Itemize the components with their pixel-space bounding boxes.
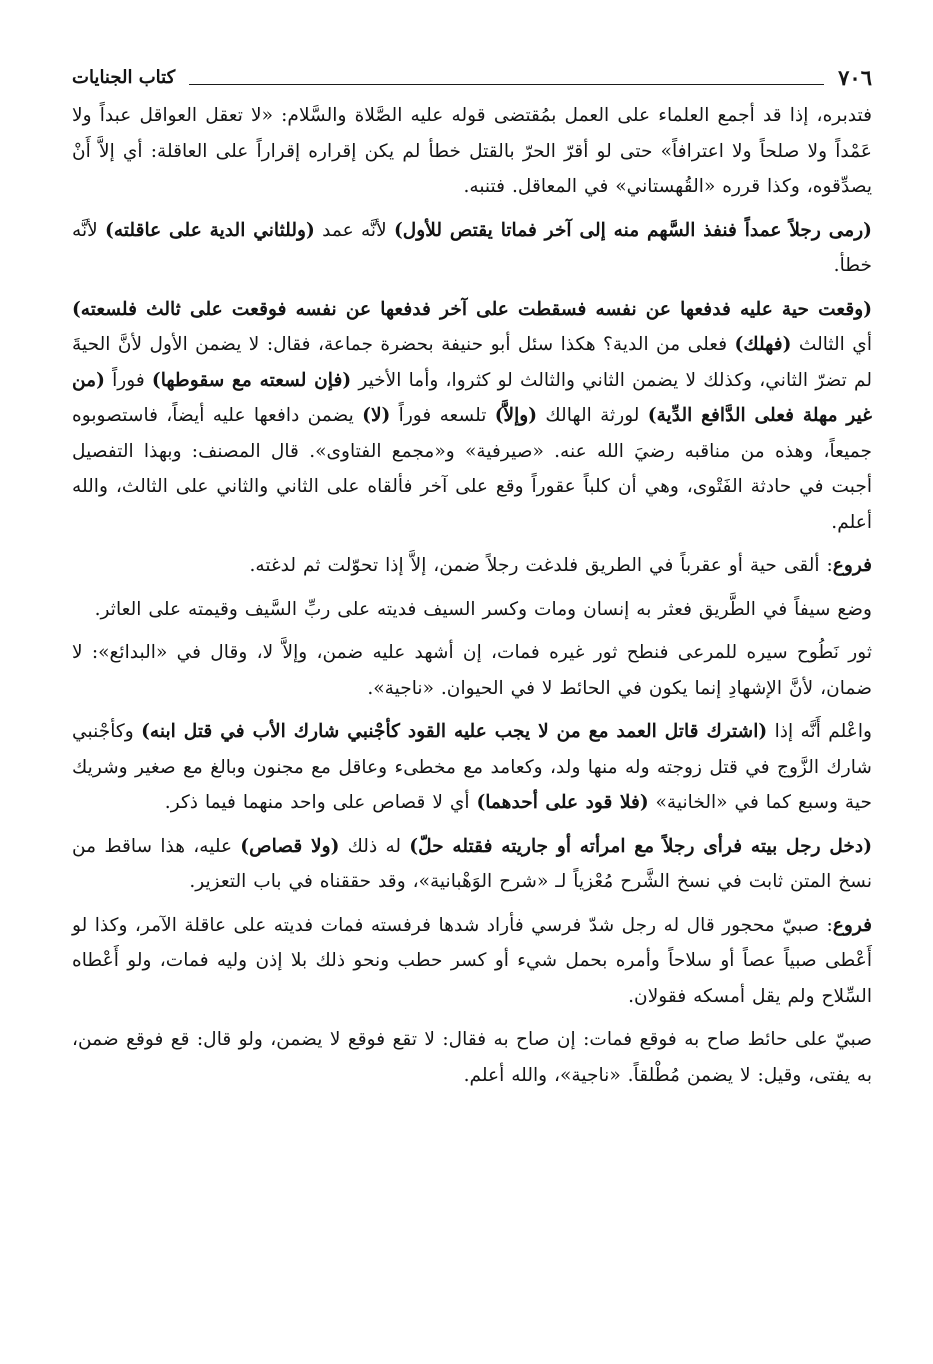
matn-text: (دخل رجل بيته فرأى رجلاً مع امرأته أو جاريته فقتله حلّ) — [409, 835, 872, 857]
matn-text: (فهلك) — [734, 334, 792, 355]
sharh-text: لأنَّه عمد — [314, 219, 394, 241]
header-rule — [189, 84, 824, 85]
sharh-text: لورثة الهالك — [537, 405, 648, 426]
page-body — [72, 98, 872, 1093]
paragraph — [72, 635, 872, 706]
matn-text: (فإن لسعته مع سقوطها) — [151, 369, 352, 391]
sharh-text: وكأجْنبي شارك الزَّوج في قتل زوجته وله منها ولد، وكعامد مع مخطىء وعاقل مع مجنون وبالغ مع صغير وشريك حية وسبع كما في «الخانية» — [72, 721, 872, 813]
matn-text: (وللثاني الدية على عاقلته) — [105, 219, 315, 241]
matn-text: (رمى رجلاً عمداً فنفذ السَّهم منه إلى آخر فماتا يقتص للأول) — [393, 219, 872, 241]
paragraph — [72, 548, 872, 584]
matn-text: (لا) — [362, 405, 391, 426]
sharh-text: يضمن دافعها عليه أيضاً، فاستصوبوه جميعاً، وهذه من مناقبه رضيَ الله عنه. «صيرفية» و«مجمع الفتاوى». قال المصنف: وبهذا التفصيل أجبت في حادثة الفَتْوى، وهي أن كلباً عقوراً وقع على آخر فألقاه على الثاني والثاني على الثالث، والله أعلم. — [72, 405, 872, 533]
sharh-text: : ألقى حية أو عقرباً في الطريق فلدغت رجلاً ضمن، إلاَّ إذا تحوّلت ثم لدغته. — [249, 555, 833, 576]
sharh-text: له ذلك — [339, 835, 410, 857]
paragraph — [72, 292, 872, 541]
matn-text: (ولا قصاص) — [240, 835, 340, 857]
paragraph — [72, 98, 872, 205]
book-page — [72, 52, 872, 1101]
matn-text: (وقعت حية عليه فدفعها عن نفسه فسقطت على آخر فدفعها عن نفسه فوقعت على ثالث فلسعته) — [72, 298, 872, 320]
page-number: ٧٠٦ — [838, 65, 872, 90]
paragraph — [72, 829, 872, 900]
paragraph — [72, 592, 872, 628]
sharh-text: عليه، هذا ساقط من نسخ المتن ثابت في نسخ الشَّرح مُعْزياً لـ «شرح الوَهْبانية»، وقد حققناه في باب التعزير. — [72, 835, 872, 892]
paragraph — [72, 1022, 872, 1093]
matn-text: (وإلاَّ) — [494, 405, 538, 426]
sharh-text: فعلى من الدية؟ هكذا سئل أبو حنيفة بحضرة جماعة، فقال: لا يضمن الأول لأنَّ الحيةَ لم تضرّ الثاني، وكذلك لا يضمن الثاني والثالث لو كثروا، وأما الأخير — [72, 334, 873, 391]
paragraph — [72, 908, 872, 1015]
matn-text: (اشترك قاتل العمد مع من لا يجب عليه القود كأجْنبي شارك الأب في قتل ابنه) — [141, 721, 768, 742]
sharh-text: صبيّ على حائط صاح به فوقع فمات: إن صاح به فقال: لا تقع فوقع لا يضمن، ولو قال: قع فوقع ضمن، به يفتى، وقيل: لا يضمن مُطْلقاً. «ناجية»، والله أعلم. — [72, 1029, 872, 1086]
sharh-text: تلسعه فوراً — [390, 405, 495, 426]
matn-text: (فلا قود على أحدهما) — [476, 792, 649, 813]
sharh-text: أي لا قصاص على واحد منهما فيما ذكر. — [164, 792, 477, 813]
paragraph — [72, 213, 872, 284]
sharh-text: واعْلم أَنَّه إذا — [767, 721, 873, 742]
paragraph — [72, 714, 872, 821]
matn-text: فروع — [832, 914, 872, 936]
matn-text: (من غير مهلة فعلى الدَّافع الدِّية) — [72, 369, 873, 426]
matn-text: فروع — [832, 555, 872, 576]
sharh-text: فتدبره، إذا قد أجمع العلماء على العمل بمُقتضى قوله عليه الصَّلاة والسَّلام: «لا تعقل العواقل عبداً ولا عَمْداً ولا صلحاً ولا اعترافاً» حتى لو أقرّ الحرّ بالقتل خطأ لم يكن إقراره إقراراً على العاقلة: أي إلاَّ أَنْ يصدِّقوه، وكذا قرره «القُهستاني» في المعاقل. فتنبه. — [72, 105, 872, 197]
sharh-text: وضع سيفاً في الطَّريق فعثر به إنسان ومات وكسر السيف فديته على ربِّ السَّيف وقيمته على العاثر. — [94, 598, 872, 620]
sharh-text: لأنَّه خطأ. — [72, 219, 872, 276]
page-header — [72, 52, 872, 92]
running-title: كتاب الجنايات — [72, 67, 176, 88]
sharh-text: فوراً — [104, 369, 152, 391]
sharh-text: أي الثالث — [791, 334, 872, 355]
sharh-text: ثور نَطُوح سيره للمرعى فنطح ثور غيره فمات، إن أشهد عليه ضمن، وإلاَّ لا، وقال في «البدائع»: لا ضمان، لأنَّ الإشهادِ إنما يكون في الحائط لا في الحيوان. «ناجية». — [72, 642, 872, 699]
sharh-text: : صبيّ محجور قال له رجل شدّ فرسي فأراد شدها فرفسته فمات فديته على عاقلة الآمر، وكذا لو أَعْطى صبياً عصاً أو سلاحاً وأمره بحمل شيء أو كسر حطب ونحو ذلك بلا إذن وليه فمات، ولو أَعْطاه السِّلاح ولم يقل أمسكه فقولان. — [72, 914, 872, 1007]
